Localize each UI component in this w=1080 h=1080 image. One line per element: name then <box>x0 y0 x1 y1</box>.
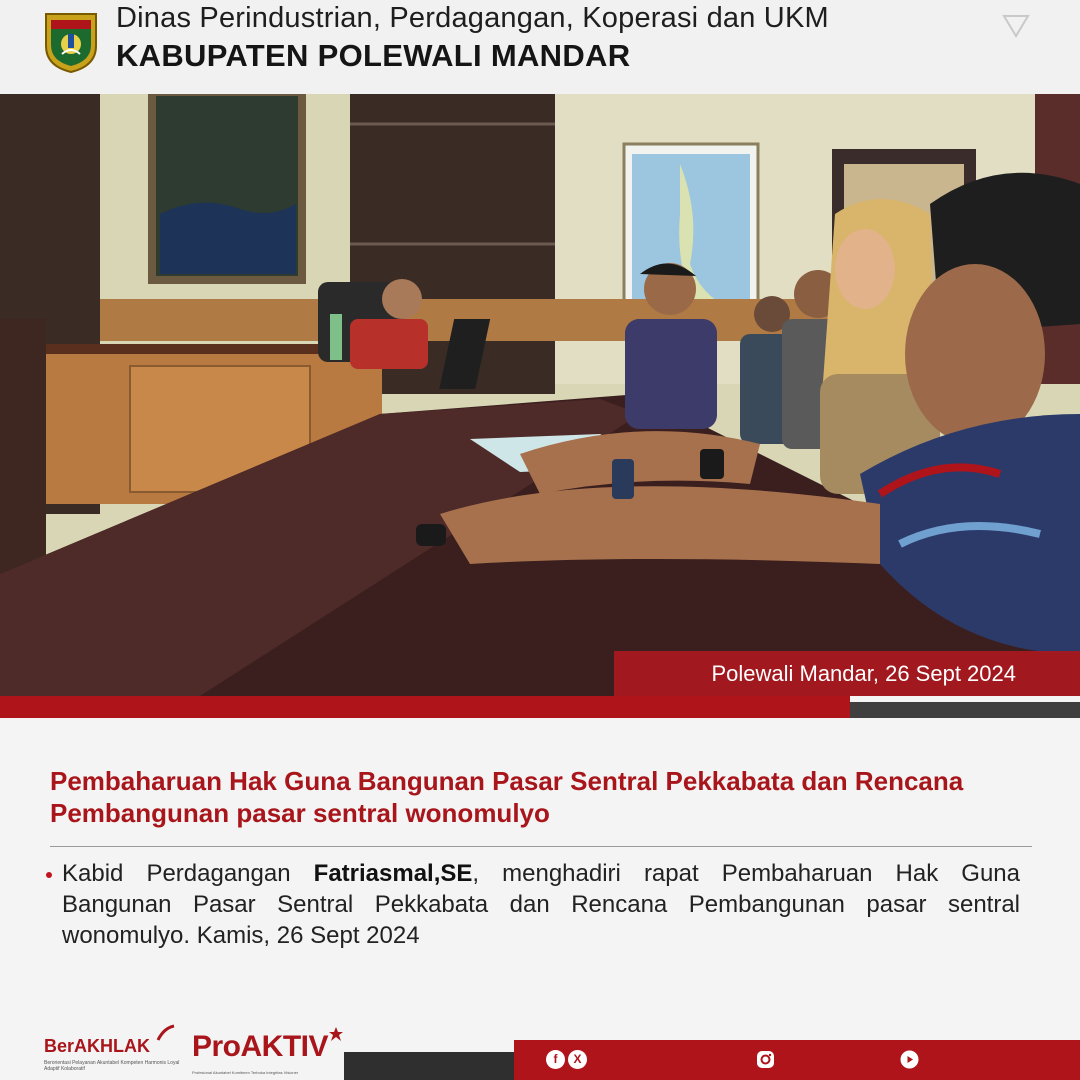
footer-social-bar <box>514 1040 1080 1080</box>
facebook-icon[interactable]: f <box>546 1050 565 1069</box>
proaktiv-star-icon <box>328 1026 344 1042</box>
triangle-down-icon <box>1002 14 1030 38</box>
berakhlak-subtitle: Berorientasi Pelayanan Akuntabel Kompeten Harmonis Loyal Adaptif Kolaboratif <box>44 1060 180 1072</box>
x-icon[interactable]: X <box>568 1050 587 1069</box>
org-name-line2: KABUPATEN POLEWALI MANDAR <box>116 38 631 73</box>
proaktiv-wordmark: ProAKTIV <box>192 1030 329 1063</box>
meeting-photo <box>0 94 1080 696</box>
date-banner <box>614 651 1080 696</box>
proaktiv-logo <box>192 1024 352 1080</box>
article-body <box>62 858 1020 951</box>
meeting-photo-illustration <box>0 94 1080 696</box>
org-name-line1: Dinas Perindustrian, Perdagangan, Koperasi dan UKM <box>116 2 829 34</box>
title-divider <box>50 846 1032 847</box>
bullet-dot <box>46 872 52 878</box>
article-title: Pembaharuan Hak Guna Bangunan Pasar Sentral Pekkabata dan Rencana Pembangunan pasar sentral wonomulyo <box>50 766 964 828</box>
instagram-icon[interactable] <box>756 1050 775 1069</box>
regency-shield-logo-icon <box>42 10 100 74</box>
date-caption: Polewali Mandar, 26 Sept 2024 <box>711 661 1016 686</box>
berakhlak-wordmark: BerAKHLAK <box>44 1036 151 1056</box>
youtube-icon[interactable] <box>900 1050 919 1069</box>
dark-accent-bar <box>850 702 1080 718</box>
berakhlak-swoosh-icon <box>156 1024 176 1042</box>
body-name: Fatriasmal,SE <box>313 860 473 887</box>
proaktiv-subtitle: Profesional Akuntabel Komitmen Terbuka Integritas Visioner <box>192 1070 299 1075</box>
body-prefix: Kabid Perdagangan <box>62 860 314 887</box>
header <box>0 0 1080 94</box>
body-suffix: , menghadiri rapat Pembaharuan Hak Guna Bangunan Pasar Sentral Pekkabata dan Rencana Pembangunan pasar sentral wonomulyo. Kamis, 26 Sept 2024 <box>62 860 1021 949</box>
berakhlak-logo <box>44 1024 184 1080</box>
red-accent-bar <box>0 696 850 718</box>
